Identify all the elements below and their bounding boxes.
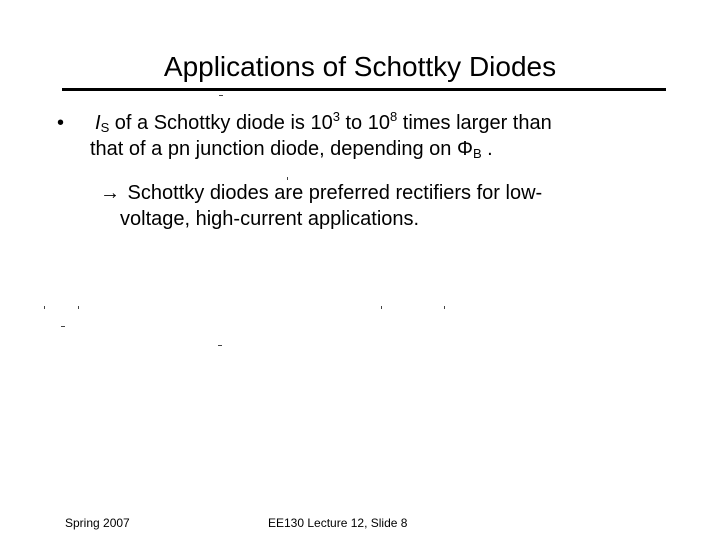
tick-mark (287, 177, 288, 180)
tick-mark (218, 345, 222, 346)
slide-title: Applications of Schottky Diodes (163, 51, 557, 82)
exponent-high: 8 (389, 109, 398, 124)
tick-mark (78, 306, 79, 309)
bullet-text-end: . (481, 138, 493, 160)
saturation-current-symbol: I (95, 112, 101, 134)
bullet-text-part-3: times larger than (397, 112, 552, 134)
sub-point-line-1: Schottky diodes are preferred rectifiers for low- (122, 182, 543, 204)
bullet-text-part-2: to 10 (339, 112, 390, 134)
tick-mark (219, 95, 223, 96)
right-arrow-icon: → (100, 182, 120, 204)
sub-point (100, 180, 680, 232)
tick-mark (381, 306, 382, 309)
sub-point-line-2: voltage, high-current applications. (120, 208, 420, 230)
bullet-text-part-1: of a Schottky diode is 10 (109, 112, 333, 134)
bullet-text (90, 110, 680, 162)
barrier-height-symbol: Φ (456, 138, 473, 160)
tick-mark (444, 306, 445, 309)
footer-course: EE130 Lecture 12, Slide 8 (268, 516, 408, 530)
tick-mark (44, 306, 45, 309)
exponent-low: 3 (332, 109, 340, 124)
bullet-text-line-2: that of a pn junction diode, depending on (90, 138, 457, 160)
tick-mark (61, 326, 65, 327)
footer-date: Spring 2007 (65, 516, 130, 530)
saturation-current-subscript: S (100, 120, 110, 135)
bullet-marker: • (57, 112, 65, 134)
title-underline (62, 88, 666, 91)
barrier-height-subscript: B (472, 146, 482, 161)
